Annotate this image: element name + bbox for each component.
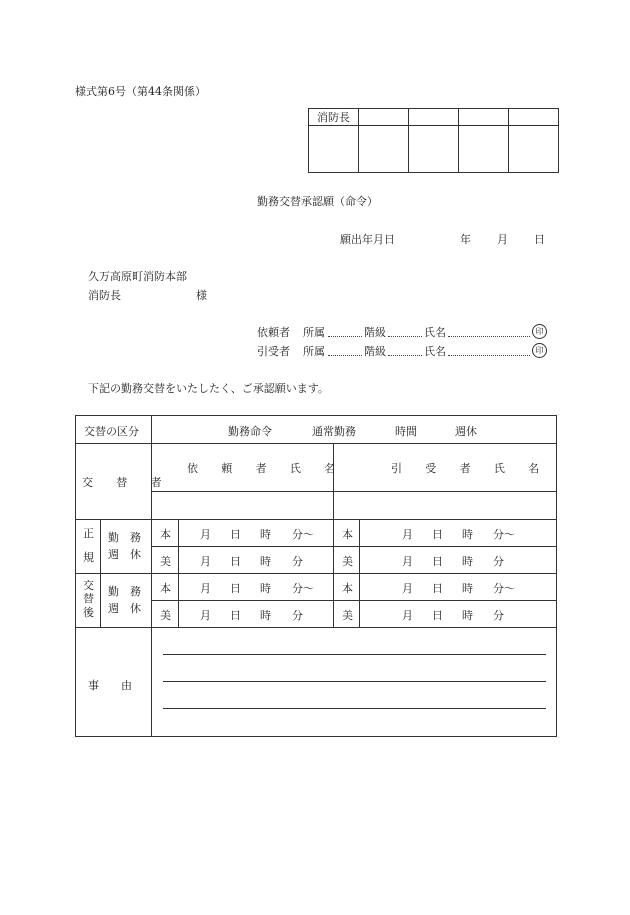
- grid-line: [151, 416, 152, 736]
- day-field[interactable]: 日: [432, 555, 443, 568]
- month-field[interactable]: 月: [402, 555, 413, 568]
- requester-name-header: 依 頼 者 氏 名: [187, 462, 346, 475]
- hour-field[interactable]: 時: [462, 609, 473, 622]
- document-title: 勤務交替承認願（命令）: [257, 195, 378, 208]
- grid-line: [76, 443, 556, 444]
- approval-stamp-cell[interactable]: [409, 126, 459, 173]
- addressee-honorific: 様: [196, 289, 207, 302]
- reason-line-1[interactable]: [163, 654, 546, 655]
- approval-header-cell: [459, 109, 509, 126]
- regular-rest-label: 週 休: [108, 548, 141, 561]
- addressee-role: 消防長: [88, 289, 121, 302]
- acceptor-name-input[interactable]: [338, 496, 550, 514]
- minute-field[interactable]: 分〜: [292, 528, 314, 541]
- month-field[interactable]: 月: [402, 582, 413, 595]
- requester-name-field[interactable]: [448, 336, 530, 337]
- hon-label: 本: [342, 528, 353, 541]
- exchange-table: [75, 415, 557, 737]
- day-field[interactable]: 日: [432, 582, 443, 595]
- month-field[interactable]: 月: [200, 609, 211, 622]
- application-date-label: 願出年月日: [340, 233, 395, 246]
- acceptor-affiliation-label: 所属: [303, 345, 325, 358]
- hon-label: 本: [160, 528, 171, 541]
- approval-header-cell: [509, 109, 559, 126]
- hour-field[interactable]: 時: [260, 555, 271, 568]
- type-option-weekly-rest[interactable]: 週休: [455, 425, 477, 438]
- date-year[interactable]: 年: [460, 233, 471, 246]
- day-field[interactable]: 日: [230, 609, 241, 622]
- reason-line-3[interactable]: [163, 708, 546, 709]
- requester-name-input[interactable]: [156, 496, 328, 514]
- hour-field[interactable]: 時: [260, 609, 271, 622]
- after-label-3: 後: [83, 606, 94, 619]
- acceptor-affiliation-field[interactable]: [328, 355, 362, 356]
- requester-affiliation-label: 所属: [303, 326, 325, 339]
- regular-duty-label: 勤 務: [108, 531, 141, 544]
- grid-line: [76, 573, 556, 574]
- grid-line: [100, 519, 101, 627]
- requester-name-label: 氏名: [424, 326, 446, 339]
- bi-label: 美: [342, 555, 353, 568]
- approval-header-cell: [359, 109, 409, 126]
- minute-field[interactable]: 分: [493, 555, 504, 568]
- exchange-type-label: 交替の区分: [84, 425, 139, 438]
- hour-field[interactable]: 時: [462, 555, 473, 568]
- day-field[interactable]: 日: [432, 528, 443, 541]
- requester-role: 依頼者: [257, 326, 290, 339]
- grid-line: [178, 519, 179, 627]
- bi-label: 美: [342, 609, 353, 622]
- regular-label-2: 規: [83, 551, 94, 564]
- minute-field[interactable]: 分〜: [493, 528, 515, 541]
- form-number: 様式第6号（第44条関係）: [75, 85, 206, 98]
- bi-label: 美: [160, 609, 171, 622]
- grid-line: [151, 546, 556, 547]
- grid-line: [76, 519, 556, 520]
- day-field[interactable]: 日: [230, 555, 241, 568]
- grid-line: [333, 443, 334, 519]
- month-field[interactable]: 月: [402, 528, 413, 541]
- reason-label: 事 由: [88, 679, 132, 692]
- approval-stamp-cell[interactable]: [509, 126, 559, 173]
- hon-label: 本: [342, 582, 353, 595]
- type-option-time[interactable]: 時間: [395, 425, 417, 438]
- approval-stamp-cell[interactable]: [459, 126, 509, 173]
- acceptor-name-header: 引 受 者 氏 名: [391, 462, 550, 475]
- request-statement: 下記の勤務交替をいたしたく、ご承認願います。: [88, 382, 329, 395]
- type-option-duty-order[interactable]: 勤務命令: [228, 425, 272, 438]
- date-month[interactable]: 月: [497, 233, 508, 246]
- approval-header-cell: [409, 109, 459, 126]
- type-option-regular-duty[interactable]: 通常勤務: [312, 425, 356, 438]
- hour-field[interactable]: 時: [260, 528, 271, 541]
- month-field[interactable]: 月: [200, 582, 211, 595]
- acceptor-seal-icon[interactable]: 印: [532, 343, 547, 358]
- hour-field[interactable]: 時: [260, 582, 271, 595]
- hon-label: 本: [160, 582, 171, 595]
- grid-line: [359, 519, 360, 627]
- regular-label-1: 正: [83, 527, 94, 540]
- bi-label: 美: [160, 555, 171, 568]
- grid-line: [333, 519, 334, 627]
- day-field[interactable]: 日: [432, 609, 443, 622]
- requester-seal-icon[interactable]: 印: [532, 324, 547, 339]
- requester-rank-field[interactable]: [388, 336, 422, 337]
- requester-affiliation-field[interactable]: [328, 336, 362, 337]
- hour-field[interactable]: 時: [462, 582, 473, 595]
- after-label-1: 交: [83, 579, 94, 592]
- day-field[interactable]: 日: [230, 528, 241, 541]
- day-field[interactable]: 日: [230, 582, 241, 595]
- grid-line: [76, 627, 556, 628]
- minute-field[interactable]: 分: [493, 609, 504, 622]
- grid-line: [151, 600, 556, 601]
- approval-stamp-cell[interactable]: [309, 126, 359, 173]
- reason-line-2[interactable]: [163, 681, 546, 682]
- approval-stamp-cell[interactable]: [359, 126, 409, 173]
- after-rest-label: 週 休: [108, 602, 141, 615]
- after-label-2: 替: [83, 592, 94, 605]
- acceptor-role: 引受者: [257, 345, 290, 358]
- minute-field[interactable]: 分: [292, 555, 303, 568]
- approval-stamp-box: [308, 108, 559, 173]
- hour-field[interactable]: 時: [462, 528, 473, 541]
- date-day[interactable]: 日: [534, 233, 545, 246]
- acceptor-name-label: 氏名: [424, 345, 446, 358]
- approval-label: 消防長: [309, 109, 359, 126]
- minute-field[interactable]: 分〜: [493, 582, 515, 595]
- acceptor-rank-field[interactable]: [388, 355, 422, 356]
- after-duty-label: 勤 務: [108, 585, 141, 598]
- month-field[interactable]: 月: [200, 528, 211, 541]
- month-field[interactable]: 月: [200, 555, 211, 568]
- minute-field[interactable]: 分: [292, 609, 303, 622]
- requester-rank-label: 階級: [364, 326, 386, 339]
- acceptor-name-field[interactable]: [448, 355, 530, 356]
- exchangers-label: 交 替 者: [82, 476, 172, 489]
- minute-field[interactable]: 分〜: [292, 582, 314, 595]
- acceptor-rank-label: 階級: [364, 345, 386, 358]
- month-field[interactable]: 月: [402, 609, 413, 622]
- addressee-org: 久万高原町消防本部: [88, 270, 187, 283]
- grid-line: [151, 491, 556, 492]
